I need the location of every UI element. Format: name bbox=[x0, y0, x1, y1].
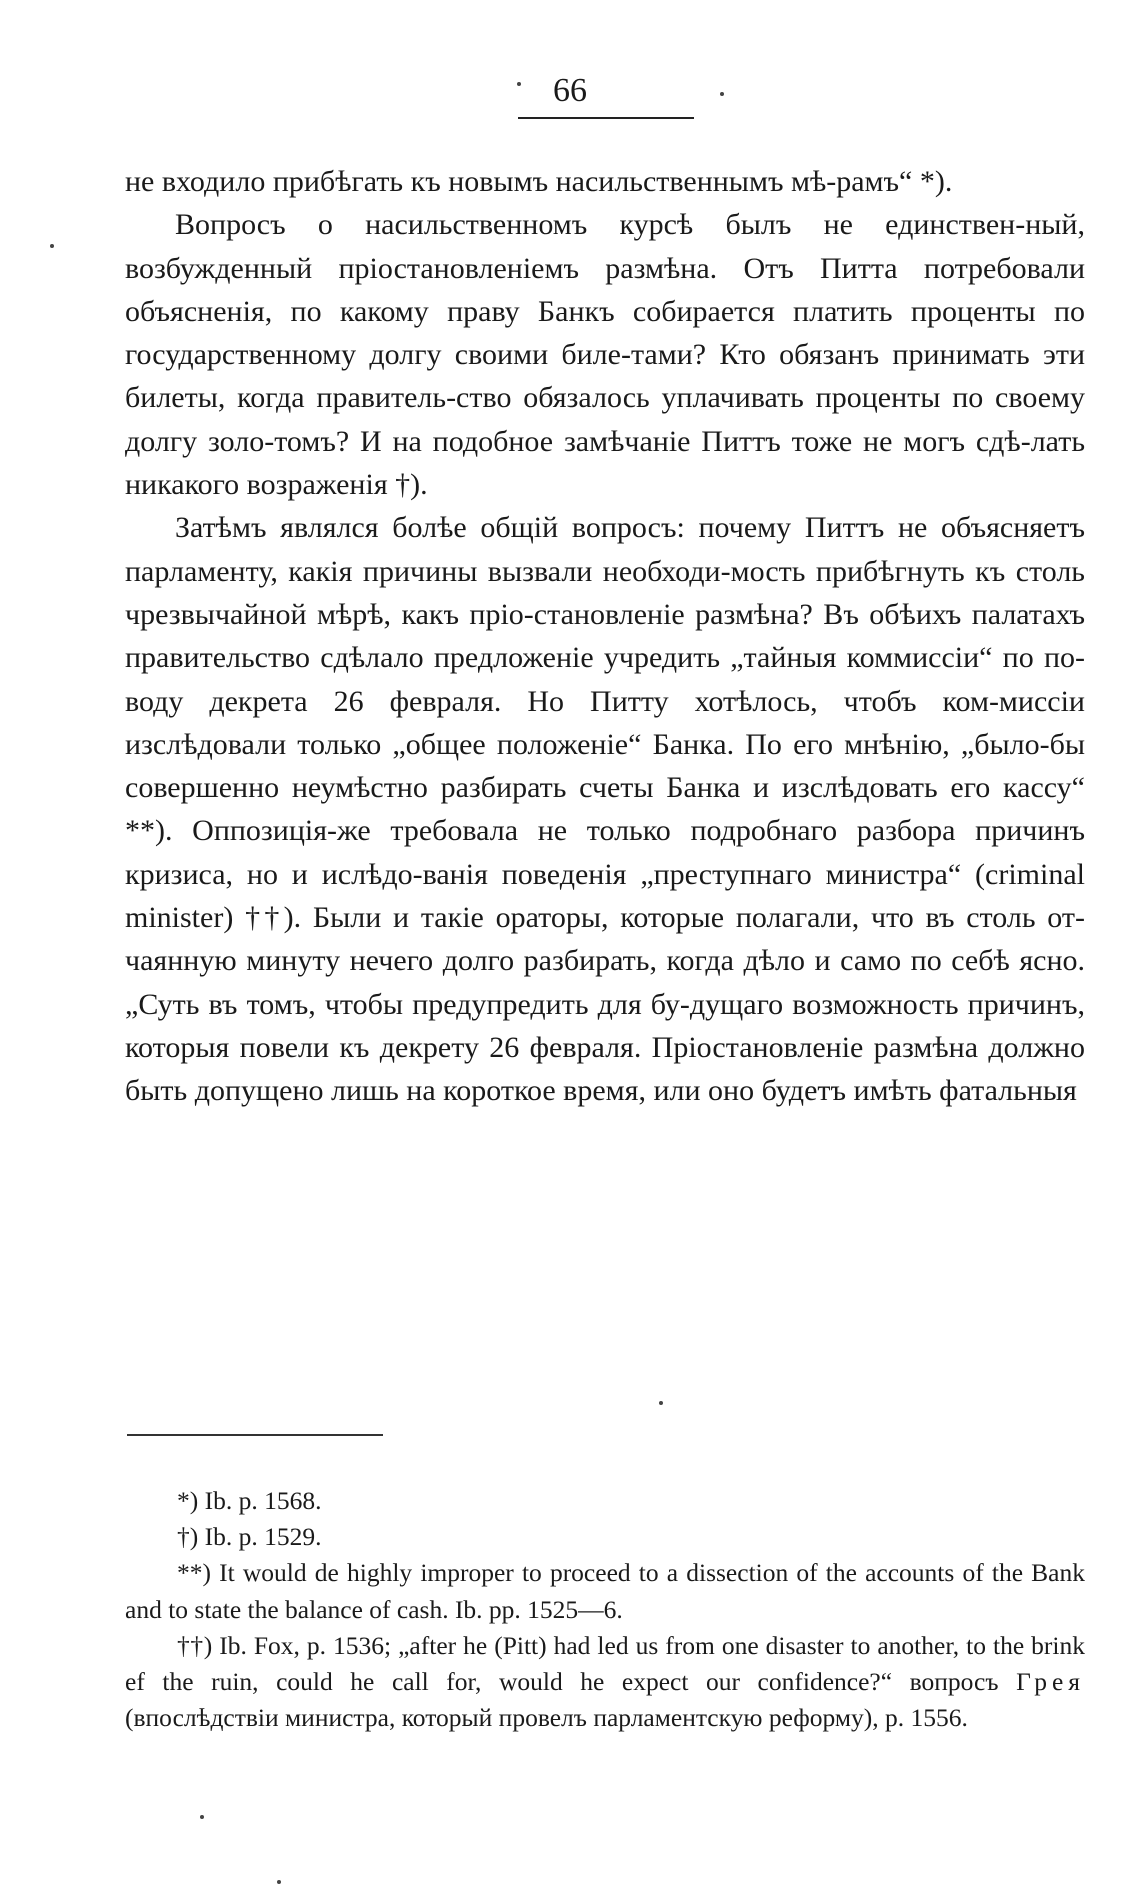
footnotes bbox=[125, 1483, 1085, 1736]
page-number: 66 bbox=[553, 72, 587, 109]
scan-speck bbox=[50, 244, 54, 248]
scan-speck bbox=[277, 1880, 281, 1884]
paragraph-1: не входило прибѣгать къ новымъ насильственнымъ мѣ-рамъ“ *). bbox=[125, 165, 953, 198]
paragraph-2: Вопросъ о насильственномъ курсѣ былъ не единствен-ный, возбужденный пріостановленіемъ размѣна. Отъ Питта потребовали объясненія, по какому праву Банкъ собирается платить проценты по государственному долгу своими биле-тами? Кто обязанъ принимать эти билеты, когда правитель-ство обязалось уплачивать проценты по своему долгу золо-томъ? И на подобное замѣчаніе Питтъ тоже не могъ сдѣ-лать никакого возраженія †). bbox=[125, 208, 1085, 502]
footnote-3: **) It would de highly improper to proceed to a dissection of the accounts of the Bank and to state the balance of cash. Ib. pp. 1525—6. bbox=[125, 1558, 1085, 1624]
footnote-4 bbox=[125, 1628, 1085, 1737]
footnote-4-text-end: (впослѣдствіи министра, который провелъ парламентскую реформу), p. 1556. bbox=[125, 1703, 968, 1733]
scan-speck bbox=[720, 92, 724, 96]
main-text bbox=[125, 160, 1085, 1113]
scan-speck bbox=[517, 82, 521, 86]
footnote-2: †) Ib. p. 1529. bbox=[177, 1522, 322, 1552]
footnote-1: *) Ib. p. 1568. bbox=[177, 1486, 322, 1515]
scan-speck bbox=[200, 1815, 204, 1819]
footnote-4-text: ††) Ib. Fox, p. 1536; „after he (Pitt) had led us from one disaster to another, to the brink ef the ruin, could he call for, would he expect our confidence?“ вопросъ bbox=[125, 1630, 1085, 1697]
paragraph-3: Затѣмъ являлся болѣе общій вопросъ: почему Питтъ не объясняетъ парламенту, какія причины вызвали необходи-мость прибѣгнуть къ столь чрезвычайной мѣрѣ, какъ пріо-становленіе размѣна? Въ обѣихъ палатахъ правительство сдѣлало предложеніе учредить „тайныя коммиссіи“ по по-воду декрета 26 февраля. Но Питту хотѣлось, чтобъ ком-миссіи изслѣдовали только „общее положеніе“ Банка. По его мнѣнію, „было-бы совершенно неумѣстно разбирать счеты Банка и изслѣдовать его кассу“ **). Оппозиція-же требовала не только подробнаго разбора причинъ кризиса, но и иcлѣдо-ванія поведенія „преступнаго министра“ (criminal minister) ††). Были и такіе ораторы, которые полагали, что въ столь от-чаянную минуту нечего долго разбирать, когда дѣло и само по себѣ ясно. „Суть въ томъ, чтобы предупредить для бу-дущаго возможность причинъ, которыя повели къ декрету 26 февраля. Пріостановленіе размѣна должно быть допущено лишь на короткое время, или оно будетъ имѣть фатальныя bbox=[125, 511, 1085, 1108]
footnote-separator bbox=[127, 1434, 383, 1436]
scan-speck bbox=[659, 1401, 663, 1405]
footnote-4-name: Грея bbox=[1016, 1667, 1085, 1697]
header-rule bbox=[518, 117, 694, 119]
